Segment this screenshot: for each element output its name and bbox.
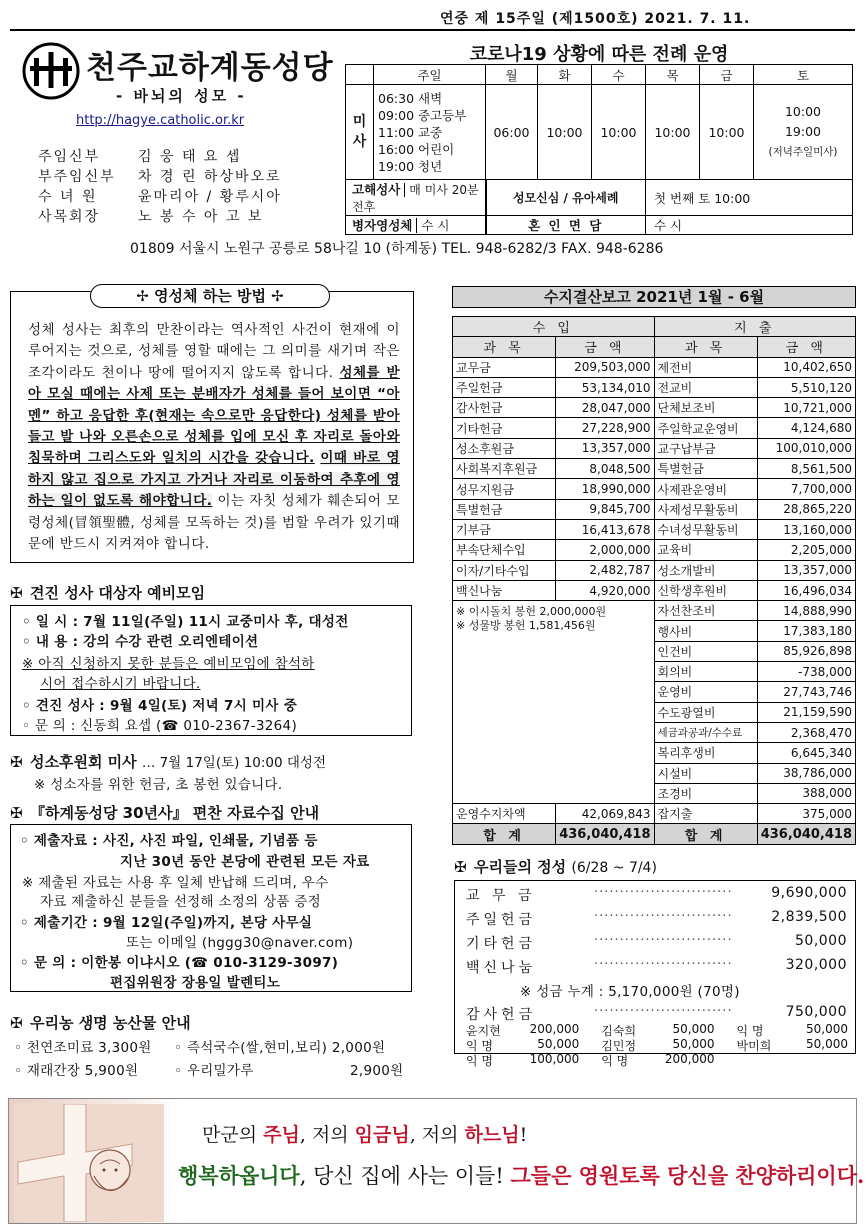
income-item: 사회복지후원금 (453, 459, 556, 479)
expense-item: 교구납부금 (654, 438, 757, 458)
expense-item: 자선찬조비 (654, 601, 757, 621)
expense-item: 운영비 (654, 682, 757, 702)
expense-amount: 17,383,180 (757, 621, 855, 641)
expense-item: 전교비 (654, 377, 757, 397)
staff-role: 주임신부 (38, 149, 101, 165)
finance-title: 수지결산보고 2021년 1월 - 6월 (452, 286, 856, 308)
banner-word-king: 임금님 (354, 1124, 410, 1146)
expense-item: 교육비 (654, 540, 757, 560)
header-rule (10, 29, 855, 31)
offering-value: 2,839,500 (771, 909, 847, 925)
mass-schedule-title: 코로나19 상황에 따른 전례 운영 (469, 44, 729, 65)
income-header: 수 입 (453, 317, 655, 337)
expense-item: 복리후생비 (654, 743, 757, 763)
expense-item: 수녀성무활동비 (654, 519, 757, 539)
staff-row (38, 146, 241, 166)
finance-col-row (453, 337, 856, 357)
history-heading (10, 802, 319, 823)
confession-value: 매 미사 20분전후 (352, 183, 479, 214)
mass-time: 10:00 (538, 85, 592, 180)
history-line: ※ 제출된 자료는 사용 후 일체 반납해 드리며, 우수 (22, 875, 329, 891)
expense-amount: 6,645,340 (757, 743, 855, 763)
expense-amount: 375,000 (757, 804, 855, 824)
confirmation-line: 시어 접수하시기 바랍니다. (40, 676, 201, 692)
banner-text: , 저의 (299, 1124, 355, 1146)
expense-item: 단체보조비 (654, 398, 757, 418)
section-mark-icon: ✠ (10, 1014, 23, 1032)
confirmation-line: ◦ 내 용 : 강의 수강 관련 오리엔테이션 (22, 634, 259, 650)
mass-time: 19:00 청년 (378, 158, 443, 174)
income-item: 성무지원금 (453, 479, 556, 499)
income-amount: 8,048,500 (556, 459, 654, 479)
day-header: 목 (646, 65, 700, 85)
offering-heading (454, 856, 657, 877)
parish-name: 천주교하계동성당 (86, 50, 334, 86)
dot-leader: ··························· (594, 933, 733, 948)
donor-row (466, 1052, 848, 1067)
banner-word-lord: 주님 (263, 1124, 300, 1146)
total-label: 합 계 (654, 824, 757, 844)
offering-label: 감사헌금 (466, 1007, 537, 1023)
expense-amount: 2,368,470 (757, 722, 855, 742)
staff-name: 윤마리아 / 황루시아 (138, 189, 282, 205)
total-income: 436,040,418 (556, 824, 654, 844)
expense-item: 제전비 (654, 357, 757, 377)
staff-role: 수 녀 원 (38, 189, 98, 205)
mass-time: 10:00 (700, 85, 754, 180)
expense-item: 인건비 (654, 641, 757, 661)
confirmation-line: ◦ 일 시 : 7월 11일(주일) 11시 교중미사 후, 대성전 (22, 614, 349, 630)
expense-amount: 10,402,650 (757, 357, 855, 377)
communion-warning: 이때 바로 영하지 않고 집으로 가지고 가거나 자리로 이동하여 추후에 영하는 일이 없도록 해야합니다. (28, 450, 400, 510)
mass-time: 16:00 어린이 (378, 141, 455, 157)
income-amount: 2,482,787 (556, 560, 654, 580)
donor-amount: 100,000 (529, 1052, 580, 1066)
balance-label: 운영수지차액 (453, 804, 556, 824)
sacrament-row (346, 180, 486, 216)
cross-illustration-icon (14, 1104, 164, 1222)
expense-amount: 5,510,120 (757, 377, 855, 397)
history-line: 자료 제출하신 분들을 선정해 소정의 상품 증정 (40, 894, 322, 910)
column-header: 과 목 (453, 337, 556, 357)
issue-info: 연중 제 15주일 (제1500호) 2021. 7. 11. (440, 11, 751, 27)
income-amount: 2,000,000 (556, 540, 654, 560)
income-item: 백신나눔 (453, 580, 556, 600)
finance-row (453, 398, 856, 418)
offering-label: 백신나눔 (466, 960, 537, 976)
marriage-value: 수 시 (646, 216, 853, 235)
income-item: 특별헌금 (453, 499, 556, 519)
banner-word-happy: 행복하옵니다 (178, 1163, 300, 1188)
finance-row (453, 804, 856, 824)
income-item: 감사헌금 (453, 398, 556, 418)
finance-table (452, 316, 856, 845)
donor-name: 김숙희 (601, 1024, 637, 1038)
expense-amount: 8,561,500 (757, 459, 855, 479)
address-line: 01809 서울시 노원구 공릉로 58나길 10 (하계동) TEL. 948-6282/3 FAX. 948-6286 (130, 241, 664, 257)
staff-name: 노 봉 수 아 고 보 (138, 209, 264, 225)
expense-item: 성소개발비 (654, 560, 757, 580)
banner-text: , 당신 집에 사는 이들! (299, 1164, 511, 1188)
farm-item: ◦ 재래간장 5,900원 (14, 1063, 139, 1079)
farm-item: ◦ 즉석국수(쌀,현미,보리) 2,000원 (174, 1040, 386, 1056)
donor-amount: 200,000 (529, 1022, 580, 1036)
confirmation-heading (10, 582, 205, 603)
income-amount: 16,413,678 (556, 519, 654, 539)
baptism-value: 첫 번째 토 10:00 (646, 180, 853, 216)
finance-row (453, 438, 856, 458)
income-item: 성소후원금 (453, 438, 556, 458)
benefactor-heading (10, 751, 326, 772)
confirmation-line: ※ 아직 신청하지 못한 분들은 예비모임에 참석하 (22, 656, 315, 672)
expense-item: 특별헌금 (654, 459, 757, 479)
section-mark-icon: ✠ (10, 584, 23, 602)
sick-value: 수 시 (416, 218, 449, 233)
section-title: 『하계동성당 30년사』 편찬 자료수집 안내 (30, 804, 320, 822)
saturday-times (754, 85, 853, 180)
section-title: 견진 성사 대상자 예비모임 (30, 584, 206, 602)
income-amount: 9,845,700 (556, 499, 654, 519)
donor-amount: 50,000 (537, 1037, 580, 1051)
income-item: 이자/기타수입 (453, 560, 556, 580)
parish-subtitle: - 바뇌의 성모 - (116, 87, 247, 105)
sacrament-row (346, 216, 486, 235)
expense-amount: 13,160,000 (757, 519, 855, 539)
offering-period: (6/28 ~ 7/4) (571, 860, 657, 876)
expense-item: 회의비 (654, 662, 757, 682)
mass-time: 11:00 교중 (378, 124, 443, 140)
dot-leader: ··························· (594, 885, 733, 900)
finance-row (453, 499, 856, 519)
marriage-label: 혼 인 면 담 (486, 216, 646, 235)
section-mark-icon: ✠ (10, 804, 23, 822)
day-header: 월 (486, 65, 538, 85)
day-header: 주일 (374, 65, 486, 85)
mass-label: 미 사 (346, 85, 374, 180)
section-title: 우리들의 정성 (474, 858, 567, 876)
income-notes (453, 601, 655, 804)
column-header: 금 액 (556, 337, 654, 357)
donor-name: 익 명 (466, 1039, 493, 1053)
income-item: 기부금 (453, 519, 556, 539)
staff-row (38, 166, 282, 186)
donor-name: 박미희 (736, 1039, 772, 1053)
dot-leader: ··························· (594, 1004, 733, 1019)
staff-role: 사목회장 (38, 209, 101, 225)
expense-amount: 100,010,000 (757, 438, 855, 458)
staff-name: 차 경 린 하상바오로 (138, 169, 282, 185)
expense-item: 세금과공과/수수료 (654, 722, 757, 742)
donor-list (466, 1022, 848, 1067)
donor-name: 익 명 (736, 1024, 764, 1038)
income-amount: 27,228,900 (556, 418, 654, 438)
donor-name: 익 명 (601, 1054, 629, 1068)
farm-heading (10, 1012, 191, 1033)
finance-row (453, 479, 856, 499)
communion-title: ✢ 영성체 하는 방법 ✢ (90, 284, 330, 308)
confirmation-line: ◦ 문 의 : 신동희 요셉 (☎ 010-2367-3264) (22, 718, 298, 734)
income-item: 부속단체수입 (453, 540, 556, 560)
offering-value: 750,000 (785, 1004, 847, 1020)
offering-value: 9,690,000 (771, 885, 847, 901)
donor-row (466, 1022, 848, 1037)
communion-text: 성체 성사는 최후의 만찬이라는 역사적인 사건이 현재에 이루어지는 것으로, 성체를 영할 때에는 그 의미를 새기며 작은 조각이라도 천이나 땅에 떨어지지 않도록 합니다. (28, 322, 400, 381)
day-header: 토 (754, 65, 853, 85)
benefactor-note: ※ 성소자를 위한 헌금, 초 봉헌 있습니다. (34, 777, 283, 793)
staff-row (38, 186, 282, 206)
day-header: 수 (592, 65, 646, 85)
column-header: 과 목 (654, 337, 757, 357)
history-line: 또는 이메일 (hggg30@naver.com) (126, 935, 354, 951)
confession-label: 고해성사 (352, 182, 401, 197)
history-line: 지난 30년 동안 본당에 관련된 모든 자료 (120, 854, 370, 870)
mass-note: (저녁주일미사) (768, 146, 838, 158)
expense-amount: 21,159,590 (757, 702, 855, 722)
donor-amount: 50,000 (672, 1022, 715, 1036)
donor-name: 김민정 (601, 1039, 637, 1053)
expense-amount: 28,865,220 (757, 499, 855, 519)
benefactor-detail: … 7월 17일(토) 10:00 대성전 (141, 755, 327, 771)
farm-item: ◦ 천연조미료 3,300원 (14, 1040, 152, 1056)
expense-amount: 27,743,746 (757, 682, 855, 702)
finance-row (453, 560, 856, 580)
income-amount: 13,357,000 (556, 438, 654, 458)
donor-name (715, 1052, 772, 1067)
finance-row (453, 519, 856, 539)
history-line: ◦ 제출자료 : 사진, 사진 파일, 인쇄물, 기념품 등 (20, 833, 318, 849)
history-line: ◦ 제출기간 : 9월 12일(주일)까지, 본당 사무실 (20, 915, 313, 931)
offering-label: 교 무 금 (466, 888, 536, 904)
income-amount: 4,920,000 (556, 580, 654, 600)
expense-item: 잡지출 (654, 804, 757, 824)
sick-label: 병자영성체 (352, 218, 413, 233)
expense-amount: 4,124,680 (757, 418, 855, 438)
expense-amount: 16,496,034 (757, 580, 855, 600)
finance-row (453, 418, 856, 438)
donor-name: 윤지현 (466, 1024, 501, 1038)
income-item: 기타헌금 (453, 418, 556, 438)
expense-header: 지 출 (654, 317, 856, 337)
offering-value: 320,000 (785, 957, 847, 973)
communion-emphasis: 성체를 받아 모실 때에는 사제 또는 분배자가 성체를 들어 보이면 “아멘” 하고 응답한 후(현재는 속으로만 응답한다) 성체를 받아 들고 발 나와 오른손으로 성체를 입에 모신 후 자리로 돌아와 침묵하며 그리스도와 일치의 시간을 갖습니다. (28, 364, 400, 467)
finance-row (453, 377, 856, 397)
donor-amount: 50,000 (806, 1037, 848, 1051)
parish-url-link[interactable]: http://hagye.catholic.or.kr (76, 113, 245, 128)
expense-amount: 38,786,000 (757, 763, 855, 783)
day-header: 금 (700, 65, 754, 85)
total-expense: 436,040,418 (757, 824, 855, 844)
finance-row (453, 540, 856, 560)
offering-label: 기타헌금 (466, 936, 537, 952)
donor-amount (772, 1052, 848, 1067)
section-title: 성소후원회 미사 (30, 753, 137, 771)
corner-cell (346, 65, 374, 85)
staff-role: 부주임신부 (38, 169, 116, 185)
balance-amount: 42,069,843 (556, 804, 654, 824)
sunday-times (374, 85, 486, 180)
dot-leader: ··························· (594, 957, 733, 972)
finance-row (453, 459, 856, 479)
confirmation-line: ◦ 견진 성사 : 9월 4일(토) 저녁 7시 미사 중 (22, 698, 298, 714)
donor-amount: 200,000 (664, 1052, 715, 1066)
banner-text: , 저의 (409, 1124, 465, 1146)
finance-row (453, 580, 856, 600)
finance-head-row (453, 317, 856, 337)
income-note: ※ 이시돌치 봉헌 2,000,000원 (456, 605, 607, 619)
income-item: 주일헌금 (453, 377, 556, 397)
expense-amount: 7,700,000 (757, 479, 855, 499)
communion-body (28, 320, 400, 555)
donor-amount: 50,000 (672, 1037, 715, 1051)
offering-label: 주일헌금 (466, 912, 537, 928)
income-amount: 18,990,000 (556, 479, 654, 499)
expense-amount: 2,205,000 (757, 540, 855, 560)
history-line: ◦ 문 의 : 이한봉 이냐시오 (☎ 010-3129-3097) (20, 955, 339, 971)
banner-word-praise: 그들은 영원토록 당신을 찬양하리이다. (510, 1163, 865, 1188)
mass-time: 06:00 (486, 85, 538, 180)
banner-line-1 (202, 1120, 527, 1147)
communion-text: 이는 자칫 성체가 훼손되어 모령성체(冒領聖體, 성체를 모독하는 것)를 범할 우려가 있기때문에 반드시 지켜져야 합니다. (28, 493, 400, 553)
income-note: ※ 성물방 봉헌 1,581,456원 (456, 619, 596, 633)
vaccine-total: ※ 성금 누계 : 5,170,000원 (70명) (520, 984, 740, 1000)
expense-amount: 10,721,000 (757, 398, 855, 418)
mass-time: 19:00 (784, 124, 822, 139)
column-header: 금 액 (757, 337, 855, 357)
farm-price: 2,900원 (350, 1063, 404, 1079)
donor-row (466, 1037, 848, 1052)
mass-time: 06:30 새벽 (378, 90, 443, 106)
donor-name: 익 명 (466, 1054, 493, 1068)
history-line: 편집위원장 장용일 발렌티노 (110, 975, 281, 991)
expense-item: 사제관운영비 (654, 479, 757, 499)
expense-amount: -738,000 (757, 662, 855, 682)
staff-name: 김 웅 태 요 셉 (138, 149, 242, 165)
expense-item: 사제성무활동비 (654, 499, 757, 519)
expense-item: 행사비 (654, 621, 757, 641)
banner-word-god: 하느님 (464, 1124, 520, 1146)
farm-item: ◦ 우리밀가루 (174, 1063, 254, 1079)
parish-logo-icon (22, 42, 80, 100)
income-amount: 28,047,000 (556, 398, 654, 418)
section-title: 우리농 생명 농산물 안내 (30, 1014, 191, 1032)
income-amount: 53,134,010 (556, 377, 654, 397)
section-mark-icon: ✠ (10, 753, 23, 771)
mass-schedule-table (345, 64, 853, 235)
mass-time: 10:00 (646, 85, 700, 180)
mass-time: 10:00 (592, 85, 646, 180)
donor-amount: 50,000 (806, 1022, 848, 1036)
finance-row (453, 601, 856, 621)
baptism-label: 성모신심 / 유아세례 (486, 180, 646, 216)
expense-amount: 13,357,000 (757, 560, 855, 580)
expense-item: 시설비 (654, 763, 757, 783)
expense-item: 조경비 (654, 783, 757, 803)
banner-line-2 (178, 1160, 864, 1190)
finance-row (453, 357, 856, 377)
day-header: 화 (538, 65, 592, 85)
finance-total-row (453, 824, 856, 844)
offering-value: 50,000 (795, 933, 847, 949)
expense-item: 수도광열비 (654, 702, 757, 722)
mass-time: 09:00 중고등부 (378, 107, 467, 123)
expense-item: 신학생후원비 (654, 580, 757, 600)
expense-amount: 388,000 (757, 783, 855, 803)
staff-row (38, 206, 263, 226)
total-label: 합 계 (453, 824, 556, 844)
expense-amount: 14,888,990 (757, 601, 855, 621)
section-mark-icon: ✠ (454, 858, 467, 876)
dot-leader: ··························· (594, 909, 733, 924)
income-amount: 209,503,000 (556, 357, 654, 377)
mass-time: 10:00 (784, 104, 822, 119)
expense-item: 주일학교운영비 (654, 418, 757, 438)
banner-text: ! (519, 1124, 528, 1146)
expense-amount: 85,926,898 (757, 641, 855, 661)
income-item: 교무금 (453, 357, 556, 377)
banner-text: 만군의 (202, 1124, 264, 1146)
